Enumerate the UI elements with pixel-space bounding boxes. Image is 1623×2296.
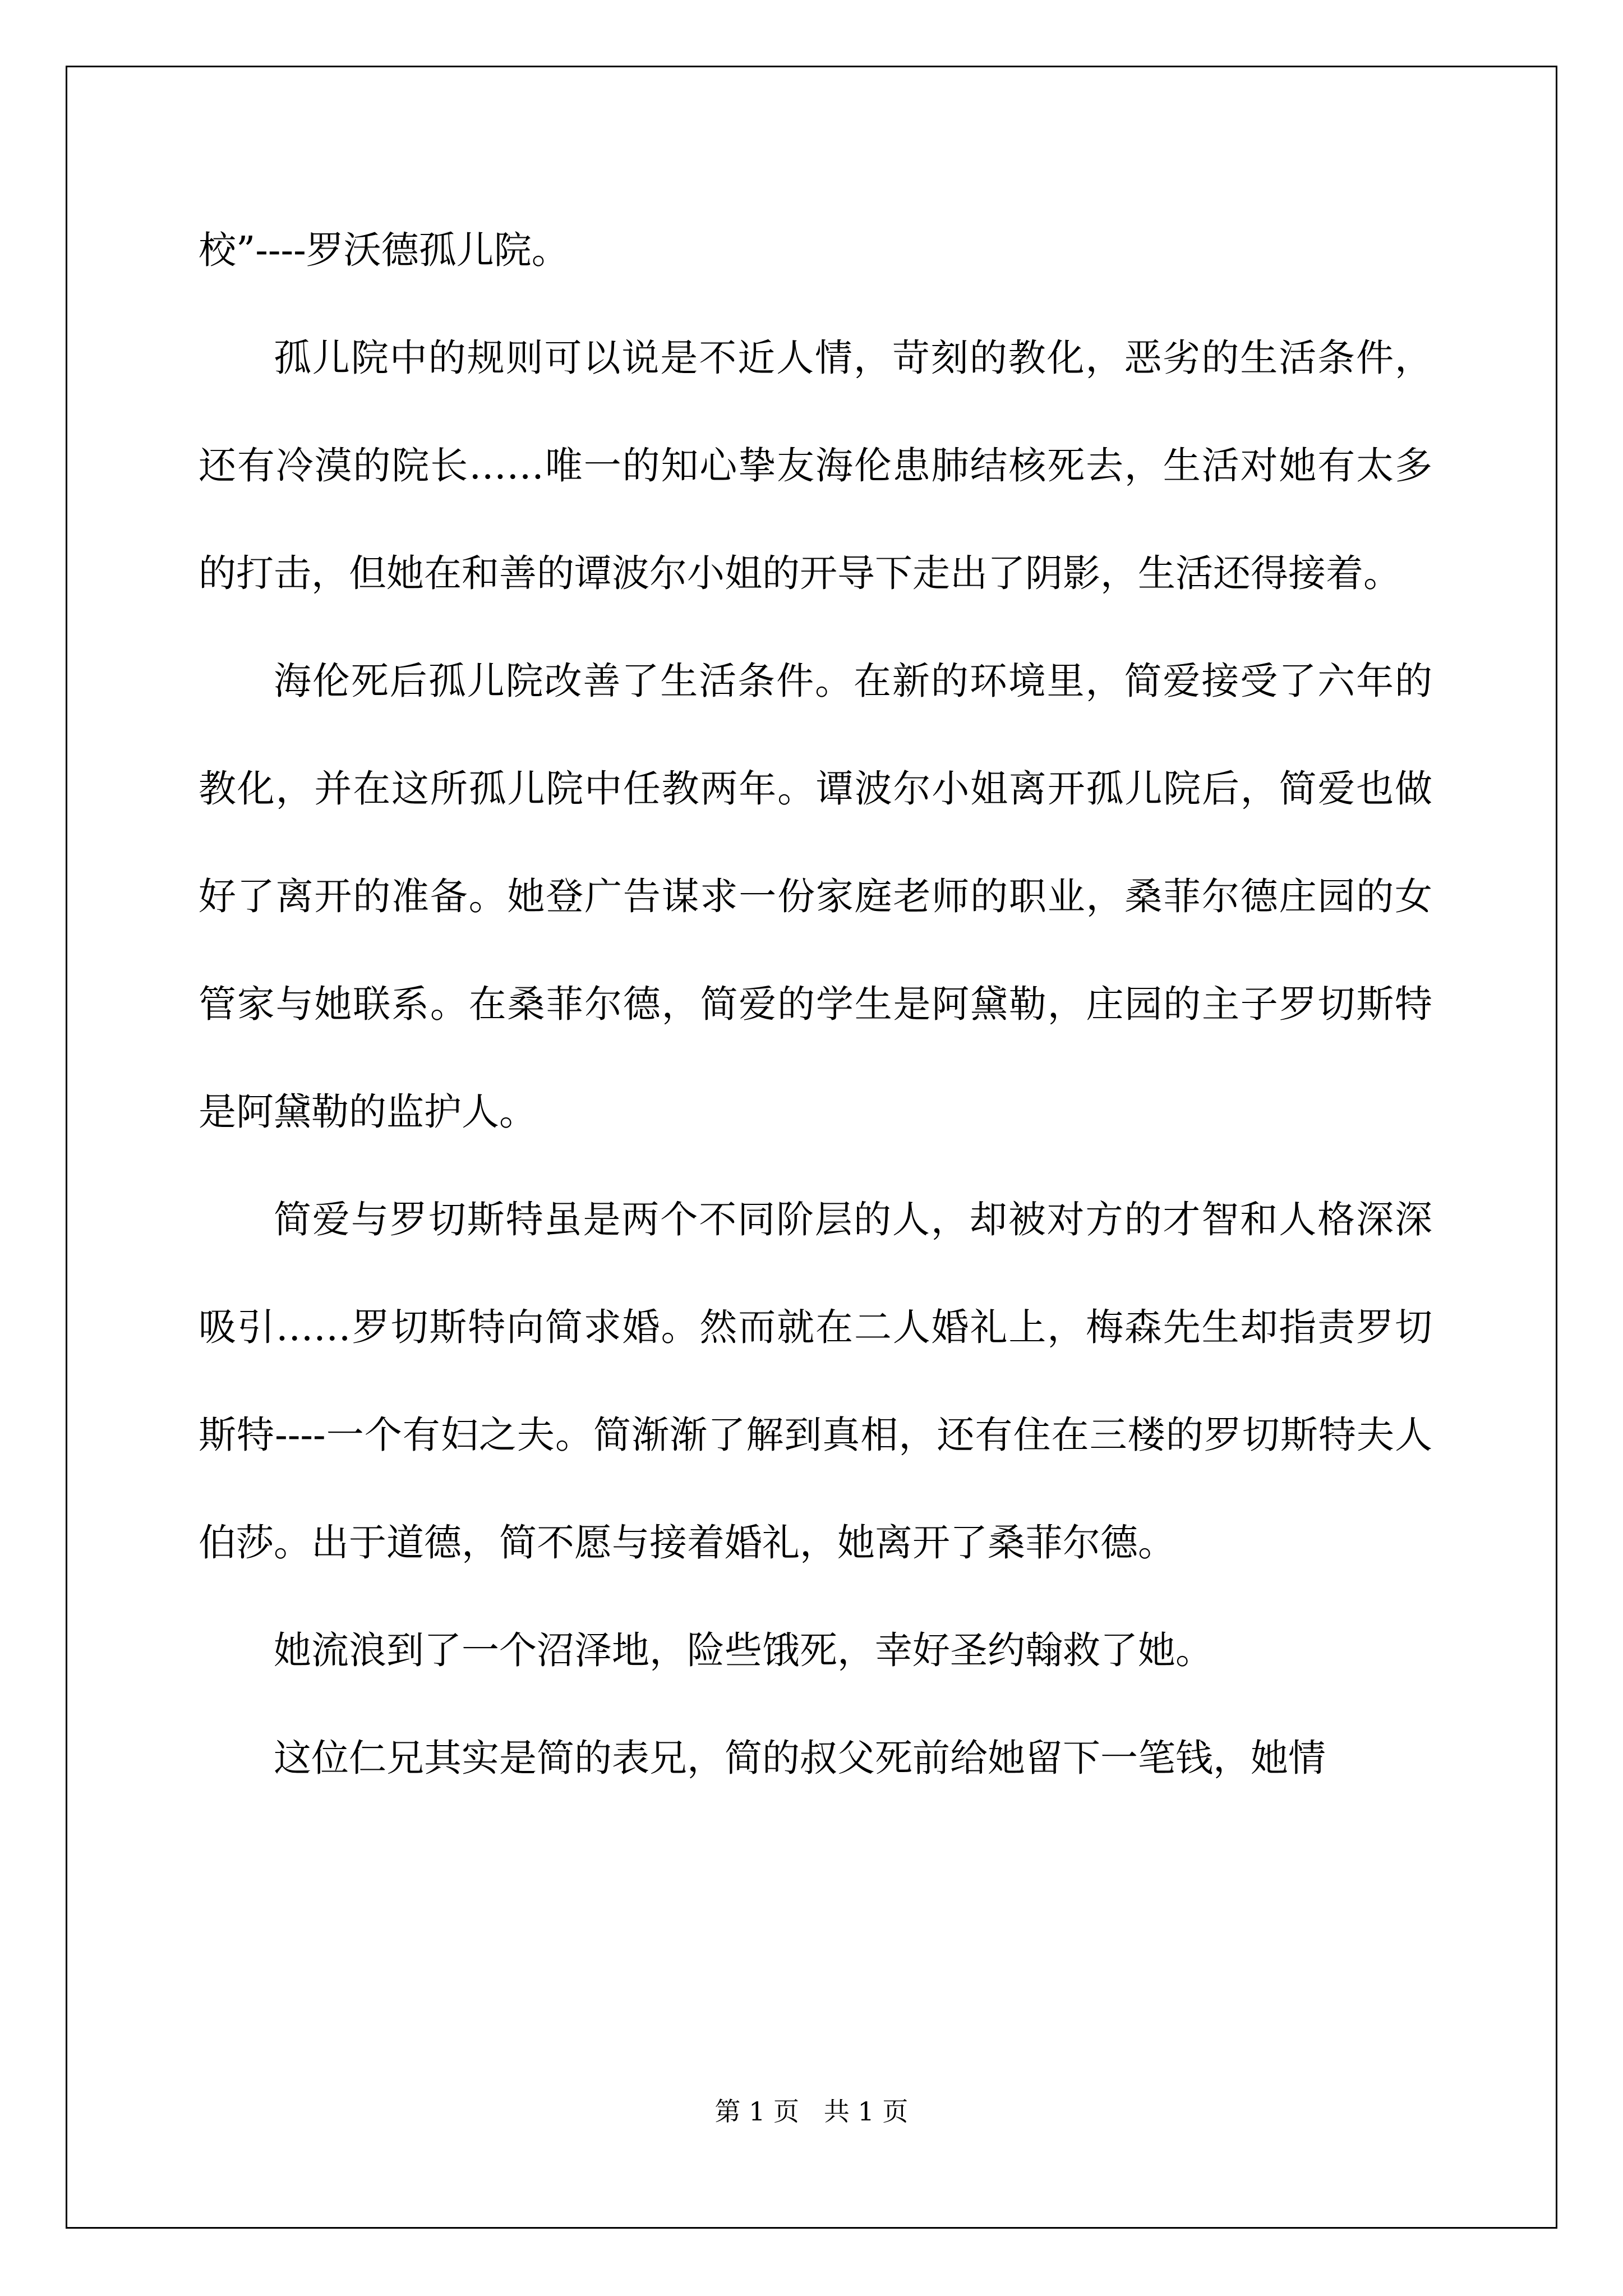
paragraph-5: 她流浪到了一个沼泽地，险些饿死，幸好圣约翰救了她。: [274, 1628, 1213, 1672]
document-body: [199, 196, 1432, 1812]
paragraph-2: 孤儿院中的规则可以说是不近人情，苛刻的教化，恶劣的生活条件，还有冷漠的院长……唯一的知心挚友海伦患肺结核死去，生活对她有太多的打击，但她在和善的谭波尔小姐的开导下走出了阴影，生活还得接着。: [199, 336, 1432, 595]
paragraph-6: 这位仁兄其实是简的表兄，简的叔父死前给她留下一笔钱，她情: [274, 1736, 1326, 1780]
paragraph-3: 海伦死后孤儿院改善了生活条件。在新的环境里，简爱接受了六年的教化，并在这所孤儿院中任教两年。谭波尔小姐离开孤儿院后，简爱也做好了离开的准备。她登广告谋求一份家庭老师的职业，桑菲尔德庄园的女管家与她联系。在桑菲尔德，简爱的学生是阿黛勒，庄园的主子罗切斯特是阿黛勒的监护人。: [199, 659, 1432, 1134]
paragraph-1: 校”----罗沃德孤儿院。: [199, 228, 569, 272]
page-footer: 第 1 页 共 1 页: [714, 2096, 909, 2127]
paragraph-4: 简爱与罗切斯特虽是两个不同阶层的人，却被对方的才智和人格深深吸引……罗切斯特向简求婚。然而就在二人婚礼上，梅森先生却指责罗切斯特----一个有妇之夫。简渐渐了解到真相，还有住在三楼的罗切斯特夫人伯莎。出于道德，简不愿与接着婚礼，她离开了桑菲尔德。: [199, 1198, 1432, 1565]
